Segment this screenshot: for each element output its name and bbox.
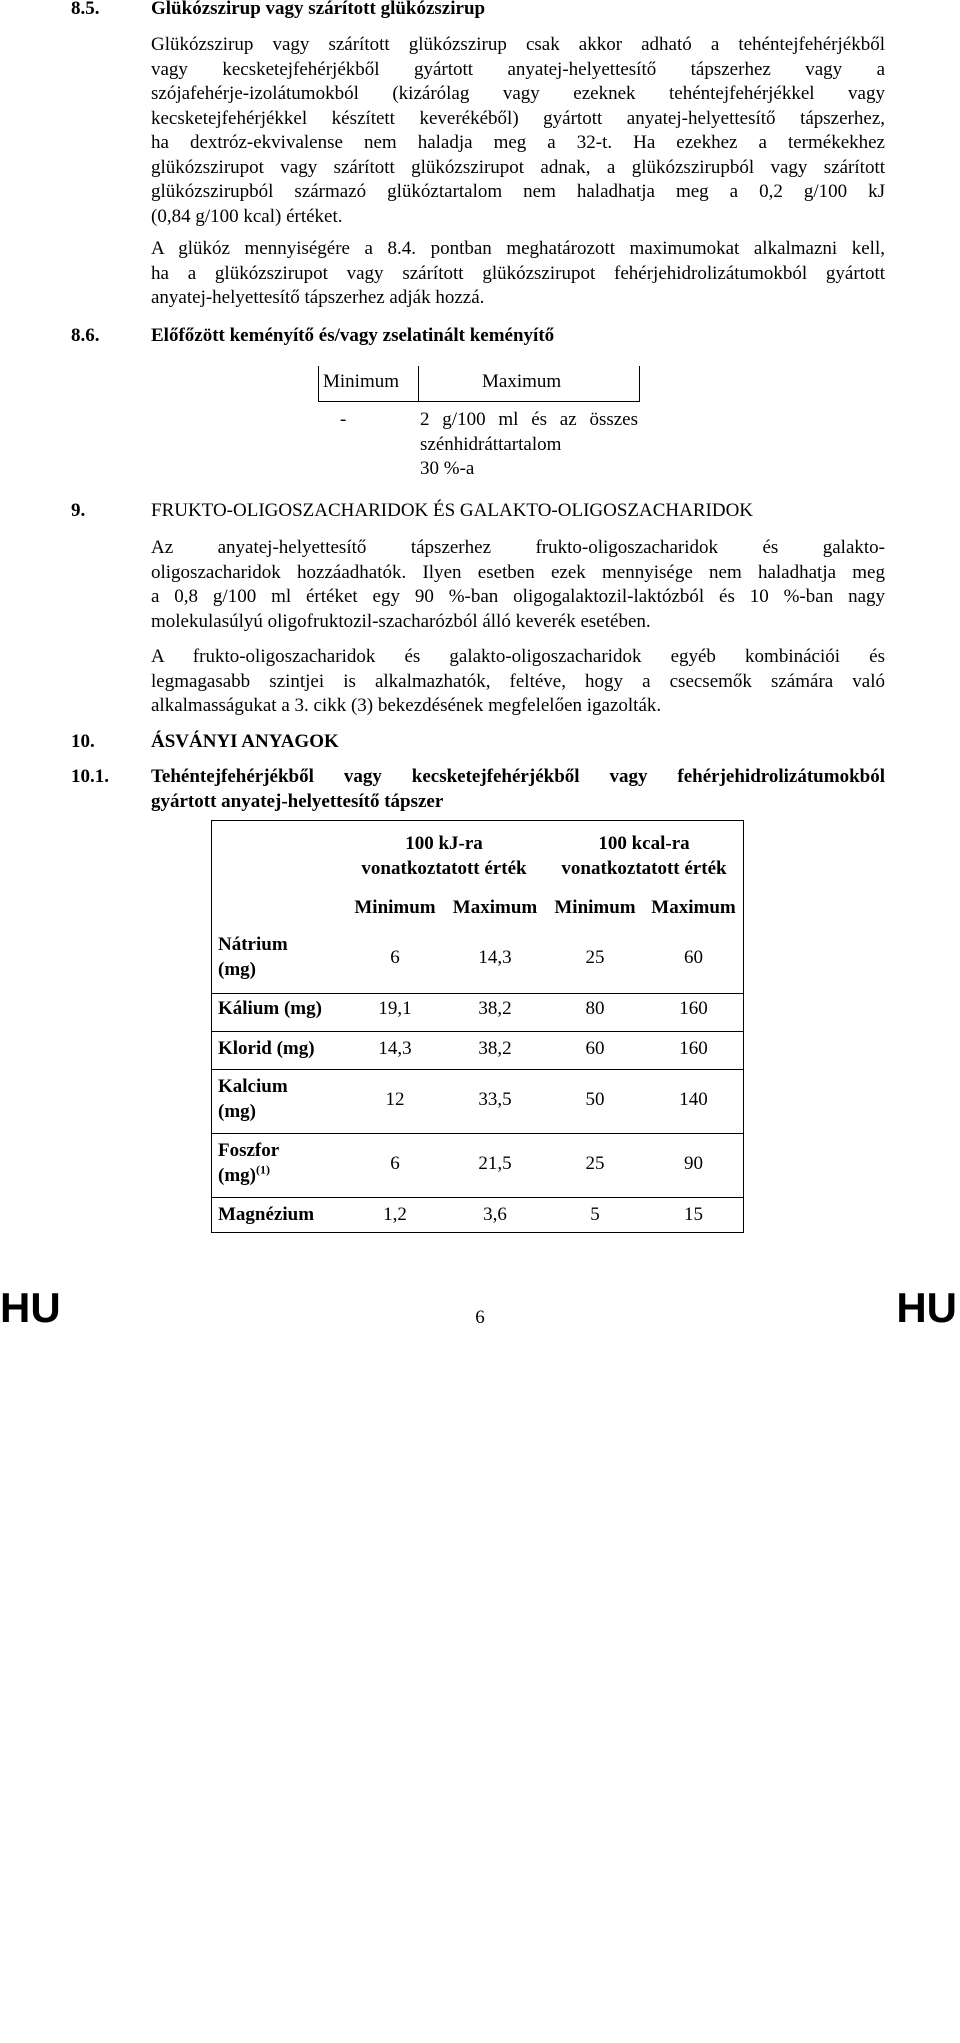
text-line: vagy kecsketejfehérjékből gyártott anyatej-helyettesítő tápszerhez vagy a bbox=[151, 58, 885, 80]
footer-language-code-right: HU bbox=[896, 1284, 957, 1331]
footer-language-code-left: HU bbox=[0, 1284, 61, 1331]
table-cell: 60 bbox=[684, 947, 703, 968]
row-label-kalcium bbox=[218, 1075, 288, 1124]
table-cell: 160 bbox=[679, 1038, 708, 1059]
text-line: szénhidráttartalom bbox=[420, 433, 562, 455]
text-line: 100 kcal-ra bbox=[598, 833, 690, 854]
table-cell: 38,2 bbox=[478, 1038, 512, 1059]
table-cell: 15 bbox=[684, 1204, 703, 1225]
text-line: 2 g/100 ml és az összes bbox=[420, 409, 638, 430]
text-line: molekulasúlyú oligofruktozil-szacharózból álló keverék esetében. bbox=[151, 610, 651, 632]
section-number-10: 10. bbox=[71, 731, 95, 752]
table-rule bbox=[318, 401, 640, 402]
text-line: glükózszirupból származó glükóztartalom nem haladhatja meg a 0,2 g/100 kJ bbox=[151, 181, 885, 202]
table-rule bbox=[211, 820, 212, 1233]
row-label-foszfor bbox=[218, 1139, 279, 1188]
column-header-kcal-maximum: Maximum bbox=[651, 897, 736, 918]
column-group-per-100-kcal bbox=[545, 832, 743, 881]
section-number-9: 9. bbox=[71, 500, 86, 521]
table-cell: 140 bbox=[679, 1089, 708, 1110]
text-line: (0,84 g/100 kcal) értéket. bbox=[151, 205, 343, 227]
table-rule bbox=[211, 993, 744, 994]
table-rule bbox=[318, 366, 319, 402]
text-line: Klorid (mg) bbox=[218, 1038, 315, 1059]
column-header-kj-maximum: Maximum bbox=[452, 897, 538, 918]
table-cell: 33,5 bbox=[478, 1089, 512, 1110]
text-line: Magnézium bbox=[218, 1204, 315, 1225]
table-rule bbox=[211, 1031, 744, 1032]
text-line: (mg) bbox=[218, 1100, 256, 1122]
section-title-10: ÁSVÁNYI ANYAGOK bbox=[151, 731, 339, 752]
column-group-per-100-kj bbox=[344, 832, 544, 881]
text-line: ha dextróz-ekvivalense nem haladja meg a 32-t. Ha ezekhez a termékekhez bbox=[151, 132, 885, 153]
row-label-natrium bbox=[218, 933, 288, 982]
label-text: (mg) bbox=[218, 1164, 256, 1186]
table-cell: 160 bbox=[679, 998, 708, 1019]
text-line: 100 kJ-ra bbox=[405, 833, 483, 854]
text-line bbox=[218, 1164, 279, 1189]
text-line: 30 %-a bbox=[420, 458, 475, 479]
text-line: A glükóz mennyiségére a 8.4. pontban meghatározott maximumokat alkalmazni kell, bbox=[151, 238, 885, 259]
text-line: glükózszirupot vagy szárított glükózszirupot adnak, a glükózszirupból vagy szárított bbox=[151, 156, 885, 178]
column-header-maximum: Maximum bbox=[482, 371, 562, 392]
section-number-10-1: 10.1. bbox=[71, 766, 109, 787]
table-cell: 38,2 bbox=[478, 998, 512, 1019]
table-cell: 25 bbox=[585, 947, 605, 968]
text-line: legmagasabb szintjei is alkalmazhatók, feltéve, hogy a csecsemők számára való bbox=[151, 670, 885, 692]
page-number: 6 bbox=[475, 1307, 485, 1328]
text-line: vonatkoztatott érték bbox=[561, 857, 727, 879]
column-header-kcal-minimum: Minimum bbox=[554, 897, 636, 918]
table-rule bbox=[743, 820, 744, 1233]
text-line: a 0,8 g/100 ml értéket egy 90 %-ban oligogalaktozil-laktózból és 10 %-ban nagy bbox=[151, 586, 885, 607]
table-rule bbox=[639, 366, 640, 402]
section-number-8-6: 8.6. bbox=[71, 325, 100, 346]
text-line: kecsketejfehérjékkel készített keverékéből) gyártott anyatej-helyettesítő tápszerhez, bbox=[151, 107, 885, 129]
text-line: Az anyatej-helyettesítő tápszerhez frukto-oligoszacharidok és galakto- bbox=[151, 537, 885, 558]
table-rule bbox=[211, 820, 744, 821]
section-title-8-5: Glükózszirup vagy szárított glükózszirup bbox=[151, 0, 486, 19]
text-line: oligoszacharidok hozzáadhatók. Ilyen esetben ezek mennyisége nem haladhatja meg bbox=[151, 561, 885, 583]
table-rule bbox=[418, 366, 419, 402]
table-cell: 14,3 bbox=[378, 1038, 412, 1059]
minerals-table bbox=[211, 820, 744, 2043]
paragraph-8-5-1 bbox=[151, 33, 885, 229]
table-cell: 80 bbox=[585, 998, 605, 1019]
section-title-9: FRUKTO-OLIGOSZACHARIDOK ÉS GALAKTO-OLIGOSZACHARIDOK bbox=[151, 500, 754, 521]
text-line: vonatkoztatott érték bbox=[361, 857, 527, 879]
table-cell: 1,2 bbox=[383, 1204, 407, 1225]
table-cell: 25 bbox=[585, 1153, 605, 1174]
row-label-klorid bbox=[218, 1037, 315, 1062]
table-cell: 90 bbox=[684, 1153, 703, 1174]
table-cell: 12 bbox=[385, 1089, 405, 1110]
table-cell: 21,5 bbox=[478, 1153, 512, 1174]
row-label-magnezium bbox=[218, 1203, 314, 1228]
footnote-marker: (1) bbox=[255, 1162, 270, 1177]
column-header-kj-minimum: Minimum bbox=[354, 897, 436, 918]
table-cell: 60 bbox=[585, 1038, 605, 1059]
section-number-8-5: 8.5. bbox=[71, 0, 100, 19]
table-rule bbox=[211, 1133, 744, 1134]
text-line: alkalmasságukat a 3. cikk (3) bekezdésének megfelelően igazolták. bbox=[151, 695, 662, 716]
section-title-10-1 bbox=[151, 765, 885, 814]
table-cell: 6 bbox=[390, 947, 400, 968]
text-line: Tehéntejfehérjékből vagy kecsketejfehérjékből vagy fehérjehidrolizátumokból bbox=[151, 766, 885, 787]
table-rule bbox=[211, 1069, 744, 1070]
column-header-minimum: Minimum bbox=[323, 371, 400, 392]
text-line: Kalcium bbox=[218, 1076, 288, 1097]
text-line: Glükózszirup vagy szárított glükózszirup csak akkor adható a tehéntejfehérjékből bbox=[151, 34, 885, 55]
text-line: ha a glükózszirupot vagy szárított glükózszirupot fehérjehidrolizátumokból gyártott bbox=[151, 262, 885, 284]
paragraph-8-5-2 bbox=[151, 237, 885, 311]
paragraph-9-2 bbox=[151, 645, 885, 719]
text-line: (mg) bbox=[218, 958, 256, 980]
text-line: A frukto-oligoszacharidok és galakto-oligoszacharidok egyéb kombinációi és bbox=[151, 646, 885, 667]
text-line: Foszfor bbox=[218, 1140, 280, 1161]
row-label-kalium bbox=[218, 997, 322, 1022]
text-line: Kálium (mg) bbox=[218, 998, 322, 1019]
table-rule bbox=[211, 1232, 744, 1233]
text-line: gyártott anyatej-helyettesítő tápszer bbox=[151, 790, 444, 812]
minimum-value: - bbox=[340, 409, 347, 430]
table-cell: 5 bbox=[590, 1204, 600, 1225]
text-line: Nátrium bbox=[218, 934, 288, 955]
table-cell: 14,3 bbox=[478, 947, 512, 968]
table-cell: 6 bbox=[390, 1153, 400, 1174]
table-cell: 50 bbox=[585, 1089, 605, 1110]
section-title-8-6: Előfőzött keményítő és/vagy zselatinált keményítő bbox=[151, 325, 555, 346]
text-line: szójafehérje-izolátumokból (kizárólag vagy ezeknek tehéntejfehérjékkel vagy bbox=[151, 83, 885, 104]
paragraph-9-1 bbox=[151, 536, 885, 634]
table-cell: 3,6 bbox=[483, 1204, 507, 1225]
table-rule bbox=[211, 1197, 744, 1198]
table-cell: 19,1 bbox=[378, 998, 412, 1019]
text-line: anyatej-helyettesítő tápszerhez adják hozzá. bbox=[151, 287, 485, 308]
maximum-value bbox=[420, 408, 638, 482]
